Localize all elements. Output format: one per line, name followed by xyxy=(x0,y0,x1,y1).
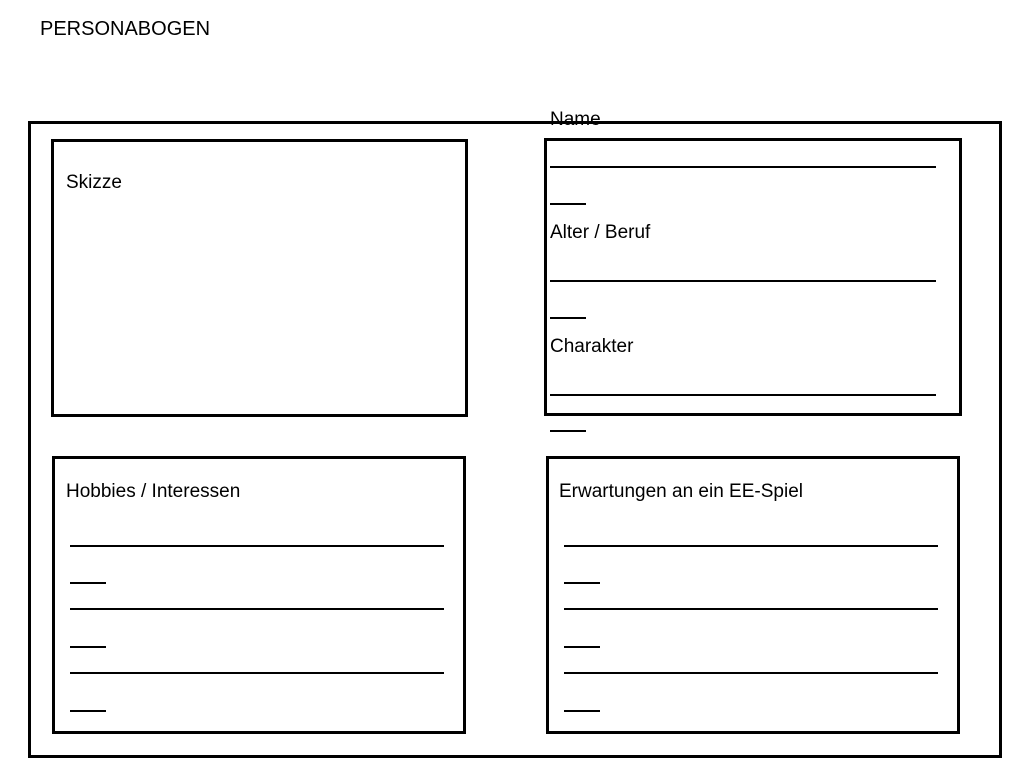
character-label: Charakter xyxy=(550,336,634,357)
page-title: PERSONABOGEN xyxy=(40,18,211,40)
expectations-field-line-3-end xyxy=(564,710,600,712)
hobbies-label: Hobbies / Interessen xyxy=(66,481,241,502)
hobbies-field-line-1-end xyxy=(70,582,106,584)
hobbies-field-line-1[interactable] xyxy=(70,545,444,547)
expectations-field-line-1[interactable] xyxy=(564,545,938,547)
age-job-field-line-end xyxy=(550,317,586,319)
hobbies-field-line-2[interactable] xyxy=(70,608,444,610)
sketch-label: Skizze xyxy=(66,172,122,193)
name-field-line[interactable] xyxy=(550,166,936,168)
character-field-line[interactable] xyxy=(550,394,936,396)
profile-box xyxy=(544,138,962,416)
expectations-field-line-3[interactable] xyxy=(564,672,938,674)
age-job-label: Alter / Beruf xyxy=(550,222,651,243)
expectations-field-line-2-end xyxy=(564,646,600,648)
character-field-line-end xyxy=(550,430,586,432)
age-job-field-line[interactable] xyxy=(550,280,936,282)
name-label: Name xyxy=(550,109,601,130)
expectations-field-line-2[interactable] xyxy=(564,608,938,610)
hobbies-field-line-2-end xyxy=(70,646,106,648)
hobbies-field-line-3[interactable] xyxy=(70,672,444,674)
expectations-label: Erwartungen an ein EE-Spiel xyxy=(559,481,803,502)
name-field-line-end xyxy=(550,203,586,205)
expectations-field-line-1-end xyxy=(564,582,600,584)
hobbies-field-line-3-end xyxy=(70,710,106,712)
